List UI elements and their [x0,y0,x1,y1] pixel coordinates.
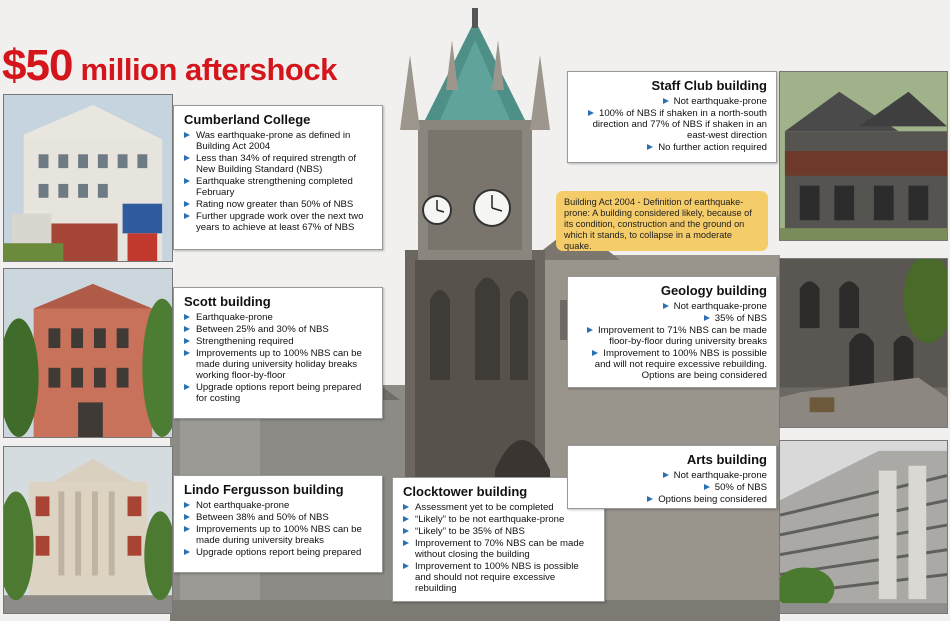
bullet-triangle-icon [184,132,190,138]
card-staff-club-building [567,71,777,163]
bullet-triangle-icon [184,350,190,356]
list-item: Further upgrade work over the next two years to achieve at least 67% of NBS [184,211,373,233]
card-title: Cumberland College [184,112,311,127]
list-item: Earthquake strengthening completed February [184,176,373,198]
bullet-list [184,500,373,558]
bullet-triangle-icon [403,504,409,510]
bullet-triangle-icon [647,144,653,150]
bullet-triangle-icon [184,213,190,219]
card-title: Arts building [686,452,767,467]
bullet-triangle-icon [704,315,710,321]
card-title: Staff Club building [651,78,767,93]
bullet-list [578,301,767,381]
list-item: “Likely” to be not earthquake-prone [403,514,595,525]
card-geology-building [567,276,777,388]
bullet-list [184,312,373,404]
list-item: Earthquake-prone [184,312,373,323]
list-item: Options being considered [578,494,767,505]
bullet-triangle-icon [588,110,594,116]
card-arts-building [567,445,777,509]
headline-amount: $50 [2,41,73,90]
bullet-triangle-icon [403,516,409,522]
card-cumberland-college [173,105,383,250]
scott-building-photo [3,268,173,438]
card-title: Lindo Fergusson building [184,482,344,497]
list-item: 100% of NBS if shaken in a north-south direction and 77% of NBS if shaken in an east-west direction [578,108,767,141]
bullet-triangle-icon [184,549,190,555]
arts-building-photo [779,440,948,614]
geology-building-photo [779,258,948,428]
list-item: Improvements up to 100% NBS can be made during university holiday breaks working floor-by-floor [184,348,373,381]
list-item: Not earthquake-prone [578,470,767,481]
list-item: Improvement to 71% NBS can be made floor-by-floor during university breaks [578,325,767,347]
list-item: 35% of NBS [578,313,767,324]
headline-rest: million aftershock [80,52,337,87]
list-item: Not earthquake-prone [184,500,373,511]
bullet-triangle-icon [663,303,669,309]
bullet-triangle-icon [647,496,653,502]
bullet-triangle-icon [184,155,190,161]
bullet-list [578,470,767,505]
list-item: “Likely” to be 35% of NBS [403,526,595,537]
list-item: Upgrade options report being prepared [184,547,373,558]
card-title: Geology building [660,283,767,298]
list-item: Not earthquake-prone [578,301,767,312]
list-item: Improvements up to 100% NBS can be made during university breaks [184,524,373,546]
bullet-triangle-icon [184,384,190,390]
bullet-triangle-icon [184,326,190,332]
card-lindo-fergusson-building [173,475,383,573]
bullet-triangle-icon [403,528,409,534]
list-item: Between 38% and 50% of NBS [184,512,373,523]
headline [2,41,337,90]
list-item: Strengthening required [184,336,373,347]
lindo-fergusson-building-photo [3,446,173,614]
bullet-triangle-icon [704,484,710,490]
bullet-triangle-icon [403,563,409,569]
list-item: Improvement to 100% NBS is possible and will not require excessive rebuilding. Options are being considered [578,348,767,381]
list-item: Assessment yet to be completed [403,502,595,513]
list-item: Between 25% and 30% of NBS [184,324,373,335]
list-item: Was earthquake-prone as defined in Building Act 2004 [184,130,373,152]
bullet-triangle-icon [663,98,669,104]
staff-club-building-photo [779,71,948,241]
card-scott-building [173,287,383,419]
bullet-triangle-icon [663,472,669,478]
list-item: Rating now greater than 50% of NBS [184,199,373,210]
bullet-list [578,96,767,153]
card-title: Clocktower building [403,484,528,499]
list-item: Upgrade options report being prepared for costing [184,382,373,404]
bullet-triangle-icon [184,514,190,520]
list-item: No further action required [578,142,767,153]
bullet-list [403,502,595,594]
card-title: Scott building [184,294,271,309]
bullet-triangle-icon [184,338,190,344]
bullet-triangle-icon [184,502,190,508]
list-item: Less than 34% of required strength of New Building Standard (NBS) [184,153,373,175]
list-item: Not earthquake-prone [578,96,767,107]
bullet-triangle-icon [184,314,190,320]
bullet-list [184,130,373,233]
bullet-triangle-icon [184,178,190,184]
bullet-triangle-icon [184,201,190,207]
cumberland-college-photo [3,94,173,262]
bullet-triangle-icon [403,540,409,546]
bullet-triangle-icon [587,327,593,333]
bullet-triangle-icon [184,526,190,532]
list-item: 50% of NBS [578,482,767,493]
list-item: Improvement to 100% NBS is possible and should not require excessive rebuilding [403,561,595,594]
definition-box: Building Act 2004 - Definition of earthquake-prone: A building considered likely, because of its condition, construction and the ground on which it stands, to collapse in a moderate quake. [556,191,768,251]
list-item: Improvement to 70% NBS can be made without closing the building [403,538,595,560]
bullet-triangle-icon [592,350,598,356]
